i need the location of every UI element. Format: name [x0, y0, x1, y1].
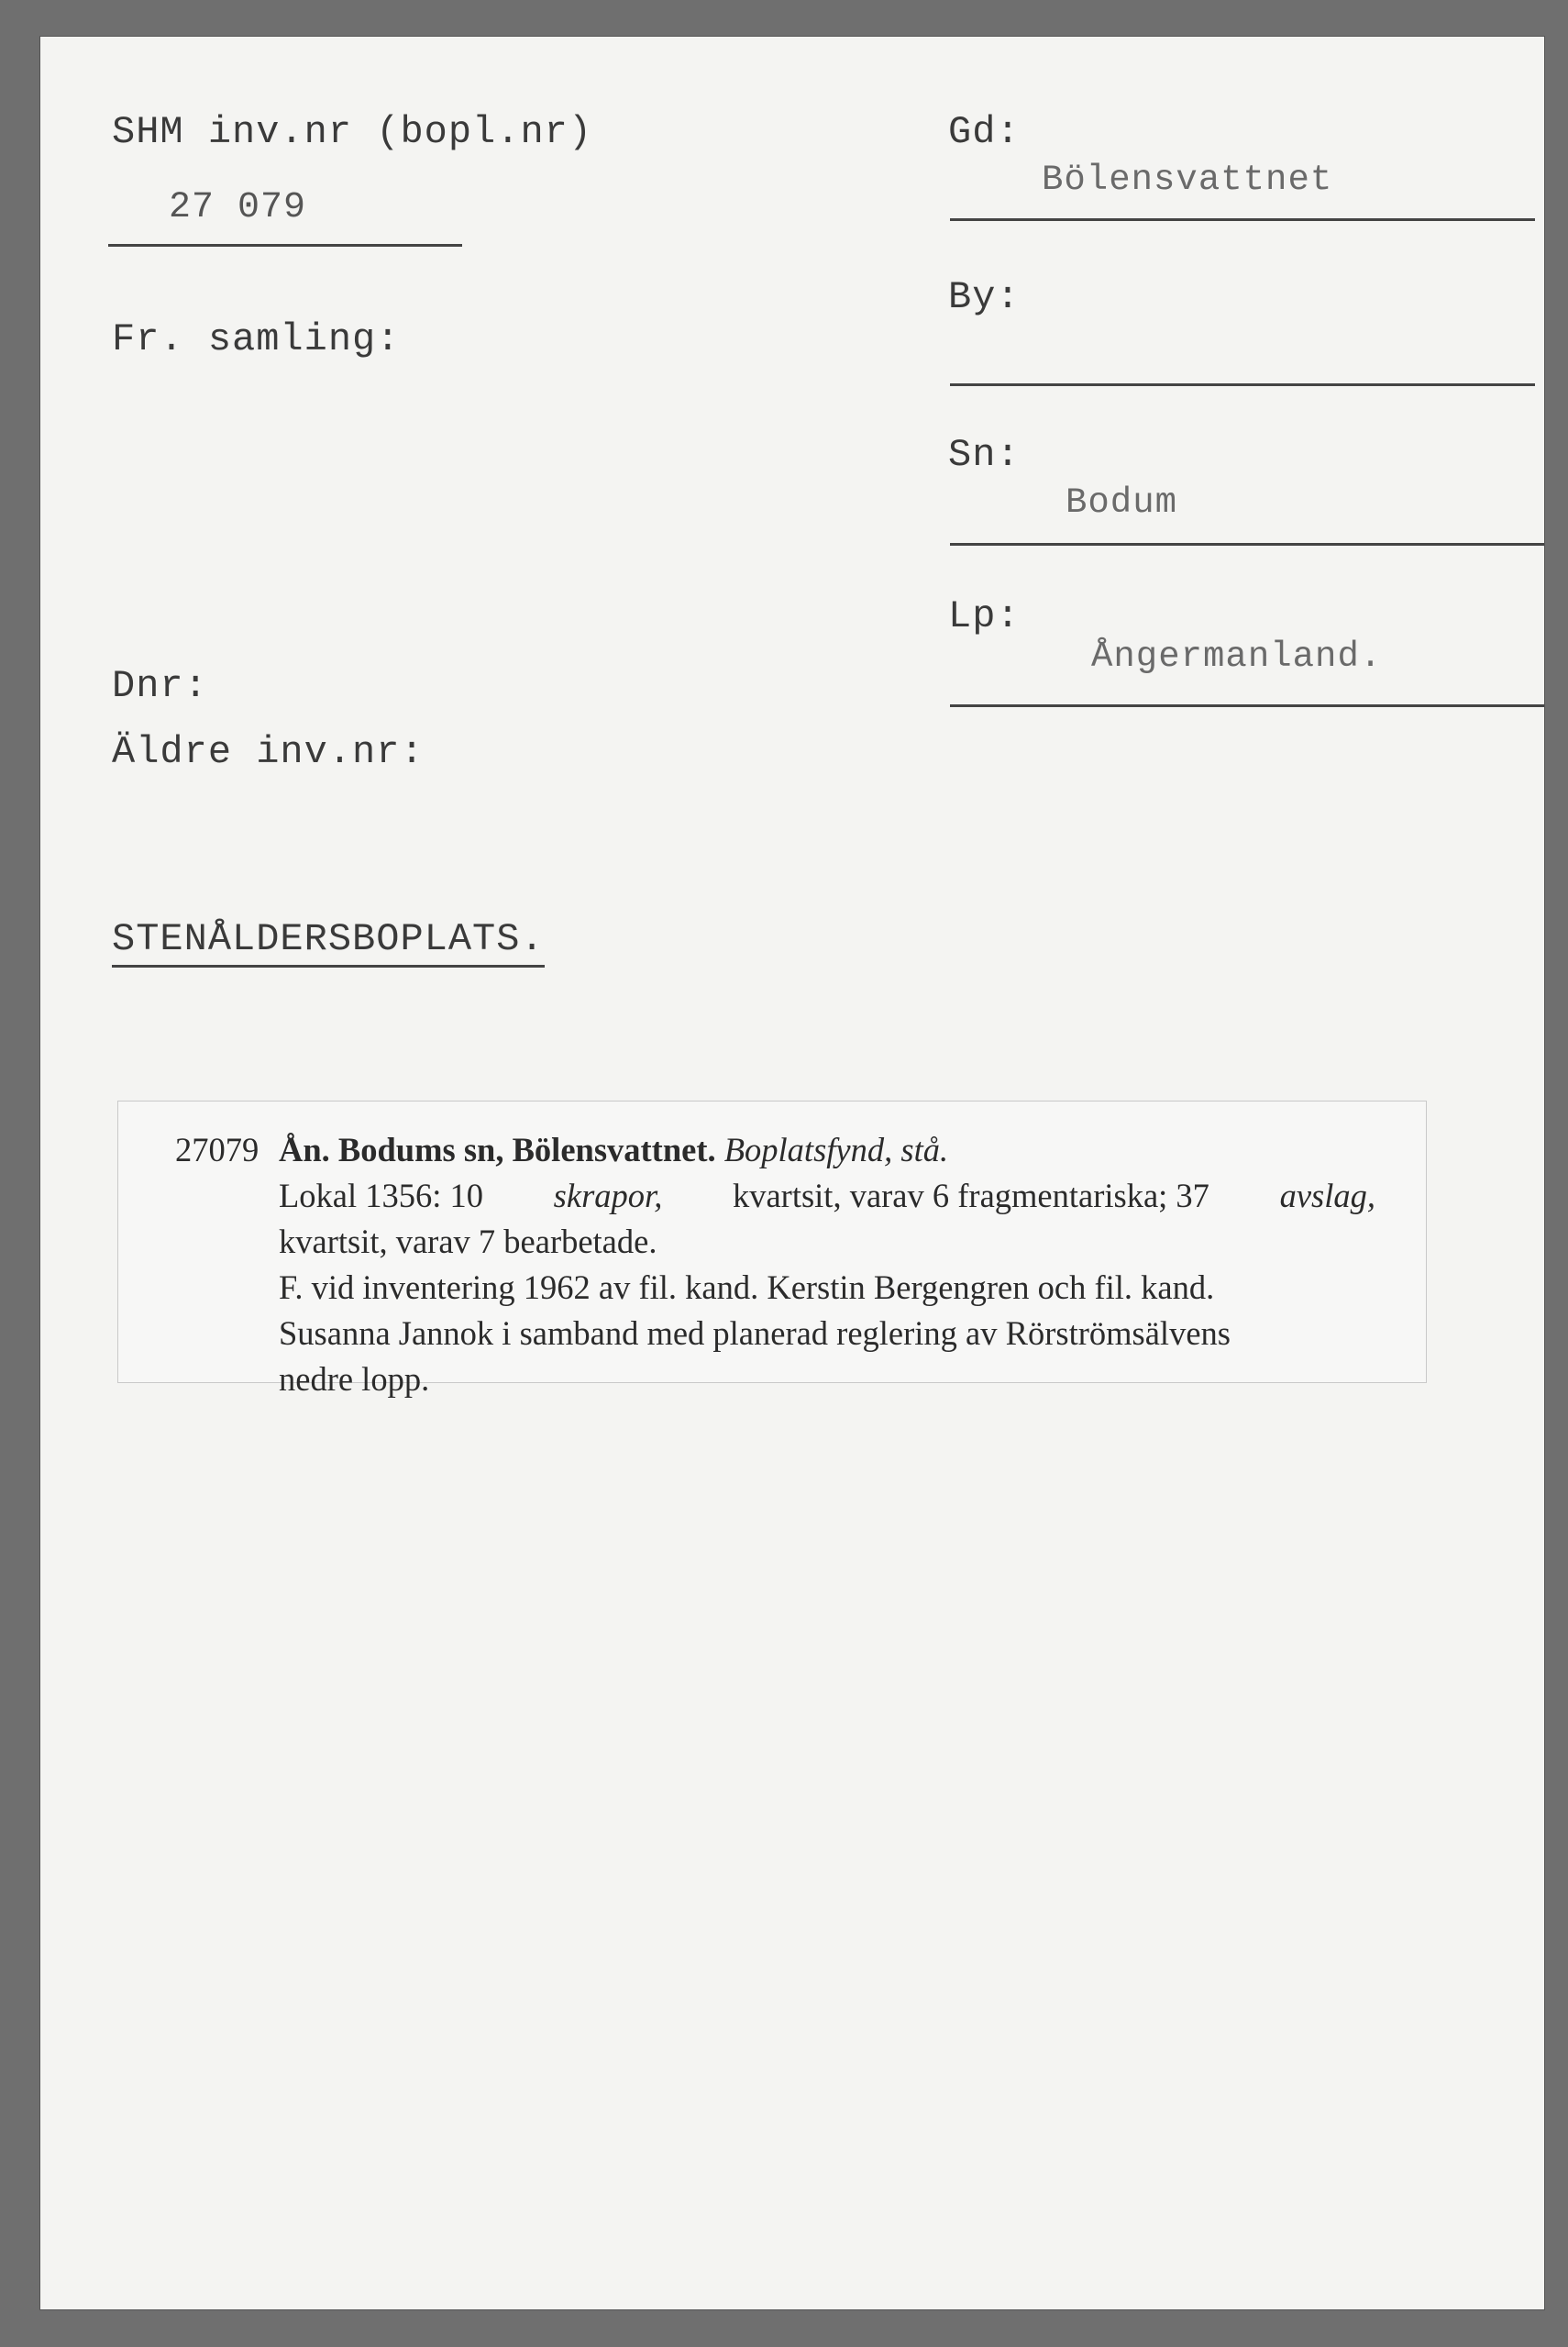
sn-rule [950, 543, 1544, 546]
dnr-label: Dnr: [112, 664, 208, 708]
inventory-number-label: SHM inv.nr (bopl.nr) [112, 110, 593, 154]
clipping-heading-italic: Boplatsfynd, stå. [723, 1131, 949, 1168]
clipping-line-4: F. vid inventering 1962 av fil. kand. Kerstin Bergengren och fil. kand. [279, 1268, 1215, 1306]
clipping-line-2d: avslag, [1279, 1177, 1375, 1214]
clipping-line-5: Susanna Jannok i samband med planerad reglering av Rörströmsälvens [279, 1314, 1231, 1352]
sn-label: Sn: [948, 433, 1021, 477]
lp-label: Lp: [948, 594, 1021, 638]
clipping-heading [279, 1127, 1375, 1173]
clipping-line-2a: Lokal 1356: 10 [279, 1177, 484, 1214]
collection-label: Fr. samling: [112, 317, 401, 361]
clipping-line-3: kvartsit, varav 7 bearbetade. [279, 1223, 657, 1260]
clipping-line-6: nedre lopp. [279, 1360, 430, 1398]
clipping-line-2 [279, 1173, 1375, 1219]
category-text: STENÅLDERSBOPLATS. [112, 917, 545, 968]
inventory-number-value: 27 079 [169, 187, 307, 228]
by-label: By: [948, 275, 1021, 319]
catalogue-card [40, 37, 1544, 2309]
clipping-number: 27079 [175, 1131, 259, 1168]
gd-label: Gd: [948, 110, 1021, 154]
clipping-line-2c: kvartsit, varav 6 fragmentariska; 37 [732, 1177, 1209, 1214]
gd-value: Bölensvattnet [1042, 160, 1333, 200]
gd-rule [950, 218, 1535, 221]
older-inventory-label: Äldre inv.nr: [112, 730, 425, 774]
inventory-number-rule [108, 244, 462, 247]
pasted-clipping [117, 1101, 1427, 1398]
lp-rule [950, 704, 1544, 707]
clipping-heading-bold: Ån. Bodums sn, Bölensvattnet. [279, 1131, 716, 1168]
lp-value: Ångermanland. [1091, 637, 1383, 677]
clipping-text [279, 1127, 1375, 1402]
by-rule [950, 383, 1535, 386]
category-heading [112, 917, 545, 961]
sn-value: Bodum [1066, 482, 1178, 523]
clipping-line-2b: skrapor, [553, 1177, 663, 1214]
